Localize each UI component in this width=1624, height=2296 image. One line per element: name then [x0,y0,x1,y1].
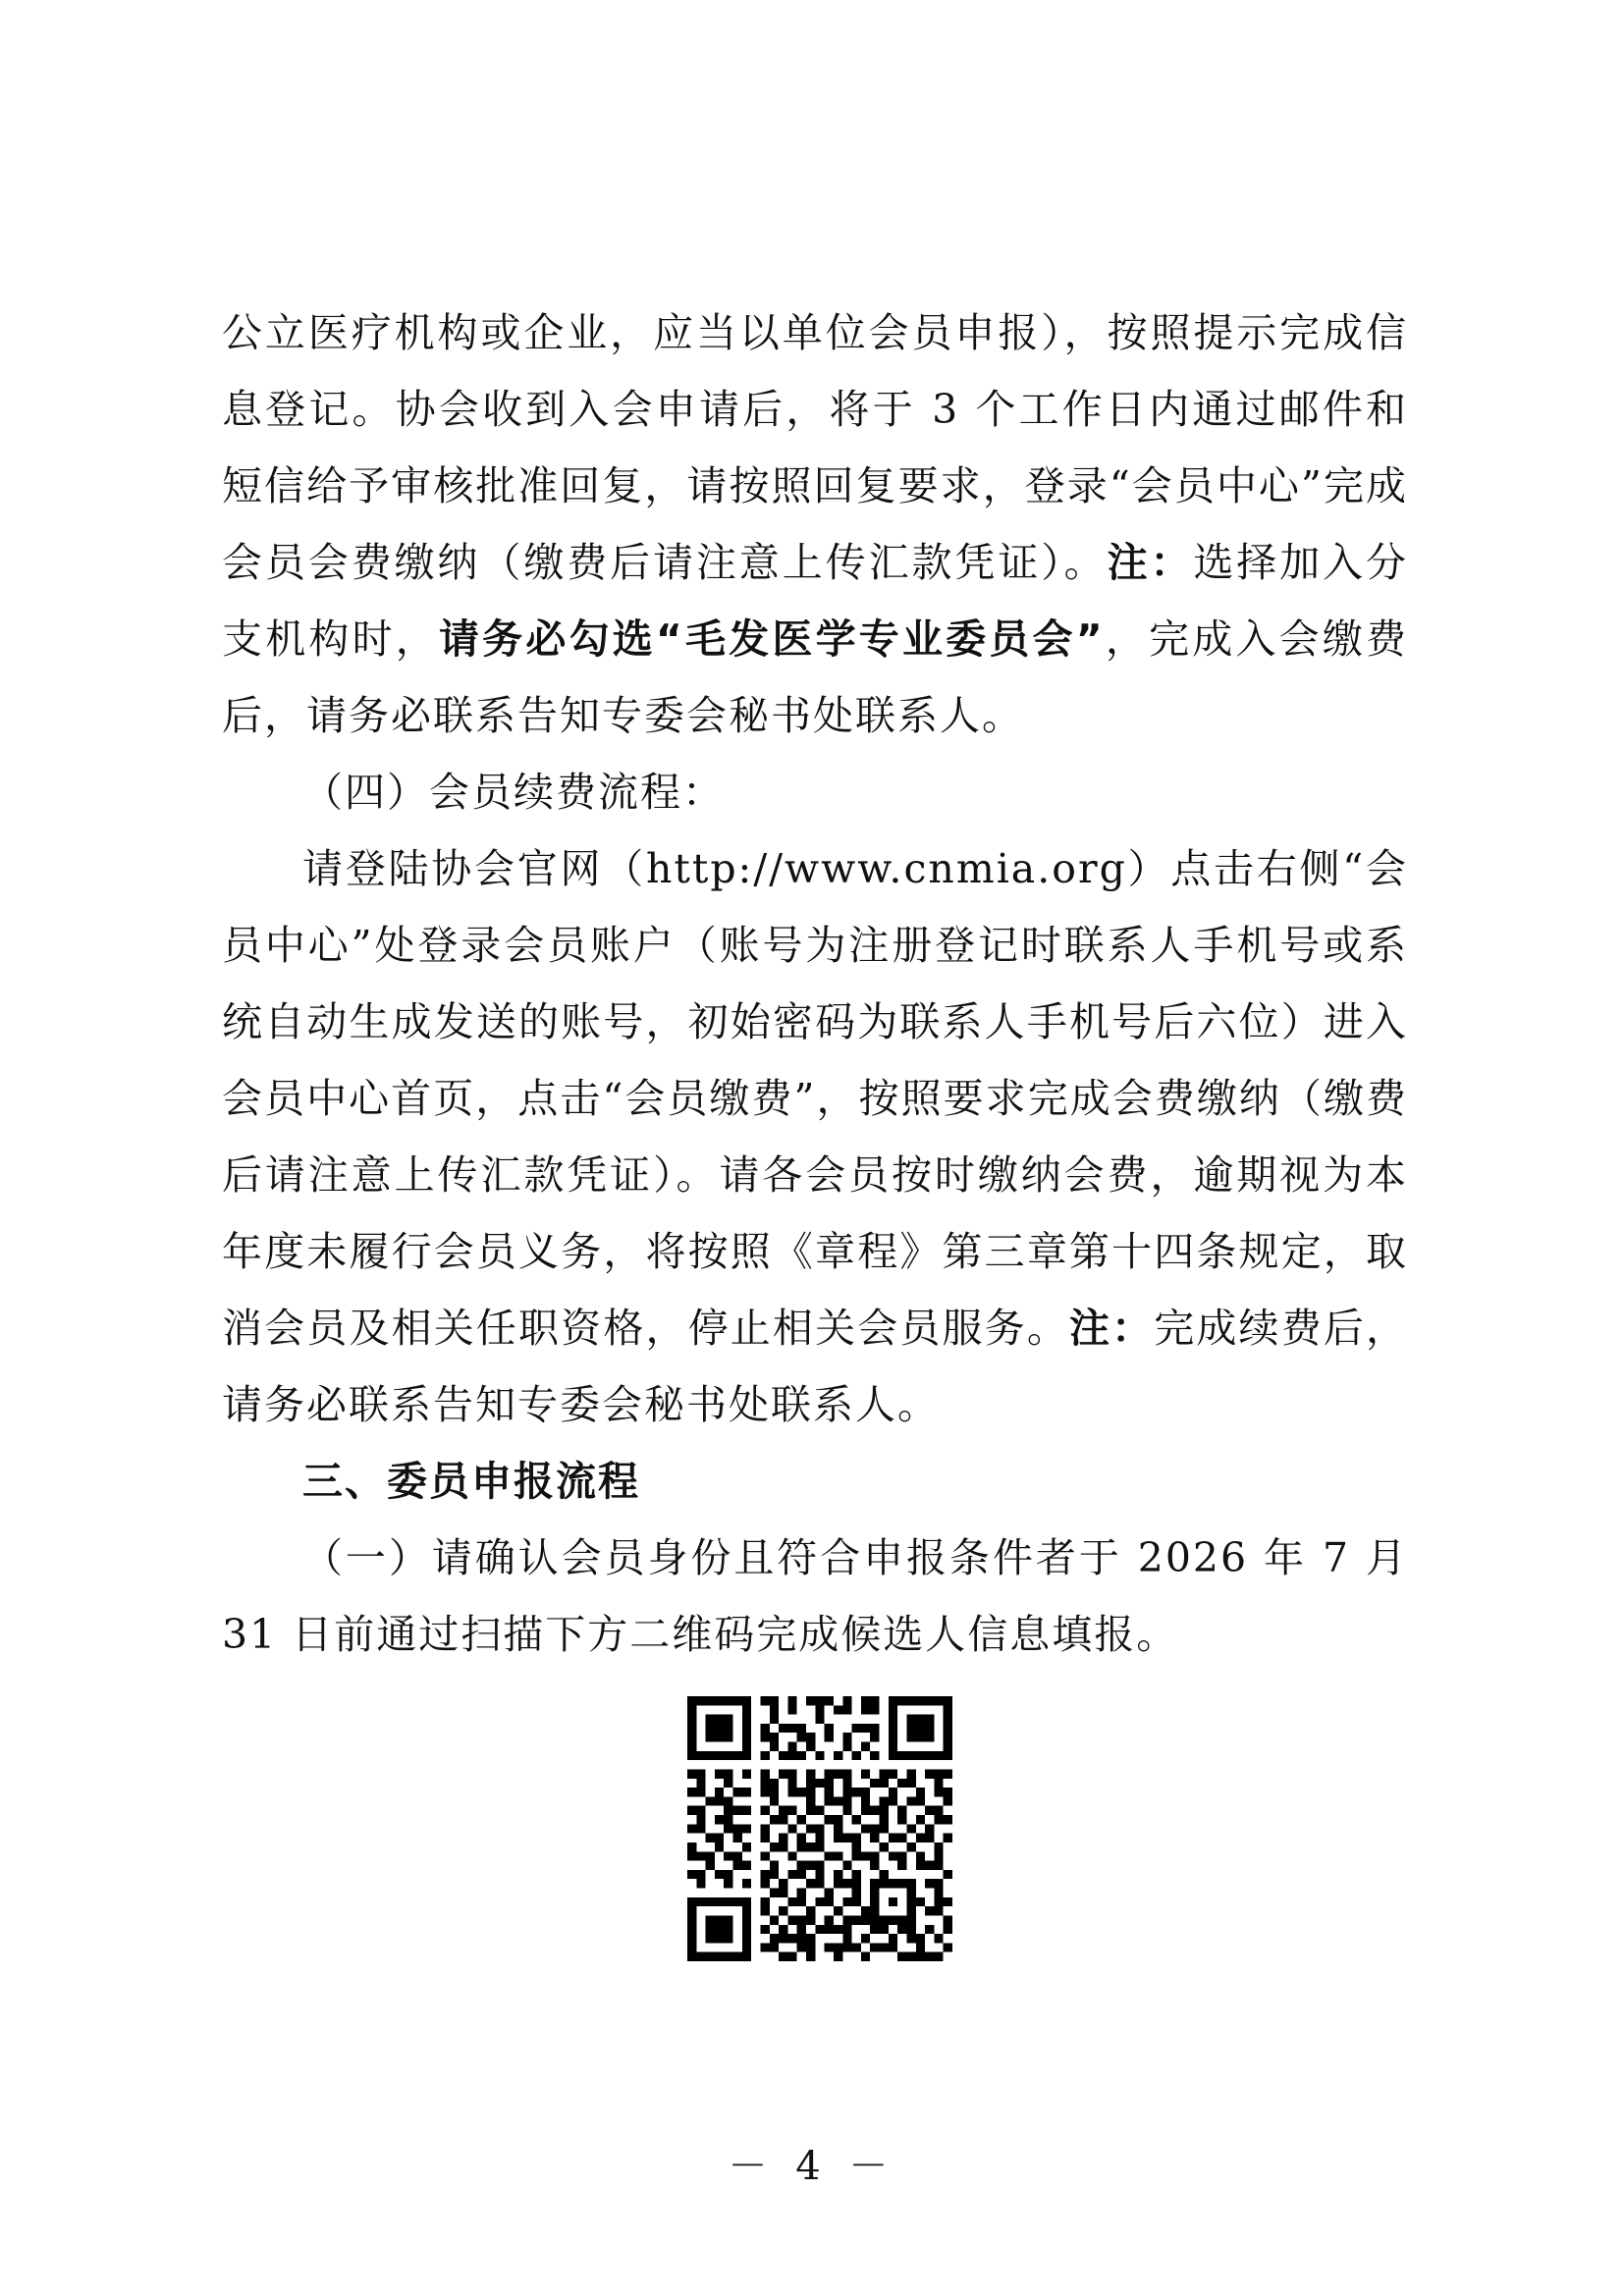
paragraph-text: 请登陆协会官网（http://www.cnmia.org）点击右侧“会员中心”处登录会员账户（账号为注册登记时联系人手机号或系统自动生成发送的账号，初始密码为联系人手机号后六位）进入会员中心首页，点击“会员缴费”，按照要求完成会费缴纳（缴费后请注意上传汇款凭证）。请各会员按时缴纳会费，逾期视为本年度未履行会员义务，将按照《章程》第三章第十四条规定，取消会员及相关任职资格，停止相关会员服务。 [222,845,1408,1352]
paragraph-membership-application [222,294,1408,754]
sub-heading-renewal: （四）会员续费流程： [302,769,725,816]
paragraph-text: 完成续费后，请务必联系告知专委会秘书处联系人。 [222,1305,1409,1428]
paragraph-text: ，完成入会缴费后，请务必联系告知专委会秘书处联系人。 [222,615,1409,739]
qr-code-icon[interactable] [687,1696,952,1961]
paragraph-committee-application: （一）请确认会员身份且符合申报条件者于 2026 年 7 月 31 日前通过扫描下方二维码完成候选人信息填报。 [222,1534,1408,1658]
page-number: － 4 － [728,2144,896,2189]
paragraph-text: 公立医疗机构或企业，应当以单位会员申报），按照提示完成信息登记。协会收到入会申请后，将于 3 个工作日内通过邮件和短信给予审核批准回复，请按照回复要求，登录“会员中心”完成会员会费缴纳（缴费后请注意上传汇款凭证）。 [222,309,1408,586]
paragraph-text: 选择加入分支机构时， [222,539,1409,663]
note-label: 注： [1107,539,1194,586]
paragraph-renewal [222,830,1408,1443]
body-text [222,294,1408,1673]
note-label: 注： [1068,1305,1155,1352]
emphasis-text: 请务必勾选“毛发医学专业委员会” [438,615,1105,663]
section-heading-committee: 三、委员申报流程 [302,1458,640,1505]
